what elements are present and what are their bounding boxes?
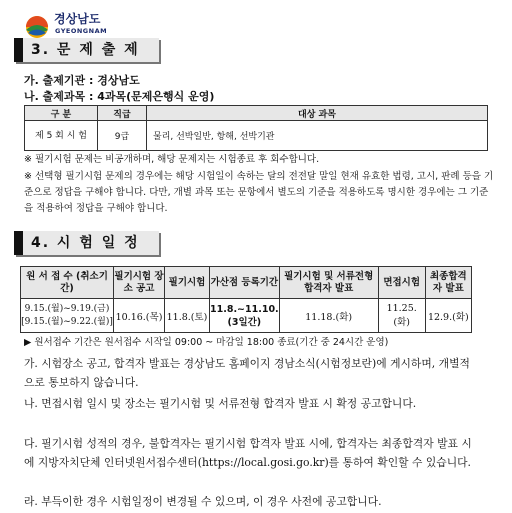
section-4-header: 4. 시 험 일 정 [14,231,159,255]
table-cell-venue-notice: 10.16.(목) [114,299,165,333]
logo-emblem-icon [22,10,52,40]
table-cell-written-result: 11.18.(화) [279,299,378,333]
cancel-period: [9.15.(월)~9.22.(월)] [21,316,113,327]
table-cell-written-exam: 11.8.(토) [165,299,210,333]
table-header: 필기시험 [165,267,210,299]
table-header: 가산점 등록기간 [210,267,280,299]
gyeongnam-logo [22,8,122,42]
paragraph-ra: 라. 부득이한 경우 시험일정이 변경될 수 있으며, 이 경우 사전에 공고합니다. [24,495,382,508]
schedule-table [20,266,472,333]
table-header: 원 서 접 수 (취소기간) [21,267,114,299]
bonus-days: (3일간) [227,316,262,328]
paragraph-da: 다. 필기시험 성적의 경우, 불합격자는 필기시험 합격자 발표 시에, 합격자는 최종합격자 발표 시에 지방자치단체 인터넷원서접수센터(https://local.gosi.go.kr)를 통하여 확인할 수 있습니다. [24,437,472,469]
application-period: 9.15.(월)~9.19.(금) [24,303,110,314]
table-header: 필기시험 및 서류전형 합격자 발표 [279,267,378,299]
table-header: 최종합격자 발표 [425,267,471,299]
table-cell-interview: 11.25.(화) [378,299,425,333]
table-header: 직급 [98,106,147,121]
table-cell-category: 제 5 회 시 험 [25,121,98,151]
table-header: 필기시험 장소 공고 [114,267,165,299]
note-1: ※ 필기시험 문제는 비공개하며, 해당 문제지는 시험종료 후 회수합니다. [24,154,320,165]
table-header: 면접시험 [378,267,425,299]
table-cell-grade: 9급 [98,121,147,151]
issuer-line: 가. 출제기관 : 경상남도 [24,74,140,87]
table-header: 대상 과목 [147,106,488,121]
table-cell-bonus-registration [210,299,280,333]
logo-name-en: GYEONGNAM [55,27,108,35]
bonus-period: 11.8.~11.10. [210,303,279,315]
logo-name-ko: 경상남도 [54,12,101,26]
note-2: ※ 선택형 필기시험 문제의 경우에는 해당 시험일이 속하는 달의 전전달 말일 현재 유효한 법령, 고시, 판례 등을 기준으로 정답을 구해야 합니다. 다만, 개별 과목 또는 문항에서 별도의 기준을 적용하도록 명시한 경우에는 그 기준을 적용하여 정답을 구해야 합니다. [24,171,494,214]
application-time-note: ▶ 원서접수 기간은 원서접수 시작일 09:00 ~ 마감일 18:00 종료(기간 중 24시간 운영) [24,337,389,348]
table-cell-subjects: 물리, 선박일반, 항해, 선박기관 [147,121,488,151]
paragraph-na: 나. 면접시험 일시 및 장소는 필기시험 및 서류전형 합격자 발표 시 확정 공고합니다. [24,397,417,410]
subjects-line: 나. 출제과목 : 4과목(문제은행식 운영) [24,90,215,103]
table-cell-application [21,299,114,333]
table-cell-final-result: 12.9.(화) [425,299,471,333]
table-header: 구 분 [25,106,98,121]
subject-table [24,105,488,151]
section-3-header: 3. 문 제 출 제 [14,38,159,62]
paragraph-ga: 가. 시험장소 공고, 합격자 발표는 경상남도 홈페이지 경남소식(시험정보란)에 게시하며, 개별적으로 통보하지 않습니다. [24,357,470,389]
